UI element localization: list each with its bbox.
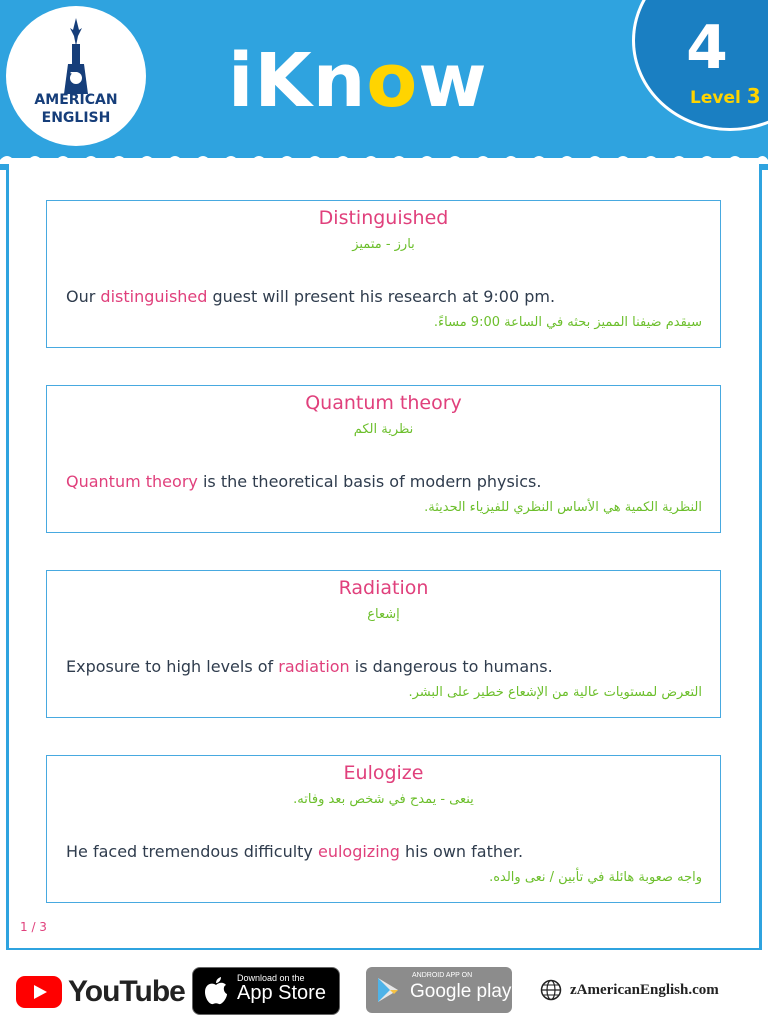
lightbulb-icon: o xyxy=(366,38,419,124)
sentence-highlight: Quantum theory xyxy=(66,472,198,491)
app-store-button[interactable] xyxy=(192,967,340,1015)
brand-title xyxy=(228,36,488,126)
youtube-label: YouTube xyxy=(68,975,185,1008)
statue-of-liberty-icon xyxy=(46,16,106,96)
level-label xyxy=(690,84,761,108)
website-label: zAmericanEnglish.com xyxy=(570,981,719,998)
example-sentence xyxy=(66,842,523,861)
sentence-highlight: radiation xyxy=(278,657,350,676)
example-sentence-arabic: سيقدم ضيفنا المميز بحثه في الساعة 9:00 مساءً. xyxy=(433,315,702,330)
vocab-card xyxy=(46,385,721,533)
sentence-end: is dangerous to humans. xyxy=(349,657,553,676)
sentence-end: is the theoretical basis of modern physics. xyxy=(197,472,542,491)
google-play-icon xyxy=(376,976,402,1004)
app-store-small-text: Download on the xyxy=(237,973,305,983)
vocab-word: Quantum theory xyxy=(305,392,462,414)
vocab-word: Distinguished xyxy=(318,207,449,229)
vocab-translation: إشعاع xyxy=(367,607,400,622)
sentence-highlight: eulogizing xyxy=(317,842,400,861)
apple-icon xyxy=(203,977,229,1005)
sentence-start: Our xyxy=(66,287,101,306)
example-sentence xyxy=(66,657,553,676)
level-sub-number: 3 xyxy=(746,84,761,108)
logo-text-line1: AMERICAN xyxy=(34,92,118,108)
vocab-translation: ينعى - يمدح في شخص بعد وفاته. xyxy=(293,792,474,807)
wave-divider xyxy=(0,150,768,164)
google-play-small-text: ANDROID APP ON xyxy=(412,972,473,979)
level-number: 4 xyxy=(686,13,728,83)
brand-title-end: w xyxy=(418,38,488,124)
vocab-word: Eulogize xyxy=(343,762,424,784)
level-label-text: Level xyxy=(690,88,741,108)
logo-text-line2: ENGLISH xyxy=(41,110,111,126)
youtube-link[interactable] xyxy=(16,975,185,1009)
example-sentence-arabic: واجه صعوبة هائلة في تأبين / نعى والده. xyxy=(489,870,702,885)
google-play-label: Google play xyxy=(410,981,512,1002)
vocab-card xyxy=(46,570,721,718)
vocab-card xyxy=(46,200,721,348)
example-sentence-arabic: النظرية الكمية هي الأساس النظري للفيزياء الحديثة. xyxy=(424,500,702,515)
google-play-button[interactable] xyxy=(366,967,512,1013)
logo-letter: Z xyxy=(70,70,78,83)
globe-icon xyxy=(540,979,562,1001)
sentence-end: his own father. xyxy=(399,842,524,861)
example-sentence xyxy=(66,472,541,491)
website-link[interactable] xyxy=(540,979,719,1001)
sentence-start: Exposure to high levels of xyxy=(66,657,279,676)
youtube-icon xyxy=(16,976,62,1008)
sentence-start: He faced tremendous difficulty xyxy=(66,842,318,861)
app-store-label: App Store xyxy=(237,982,326,1004)
vocab-word: Radiation xyxy=(338,577,429,599)
vocab-translation: نظرية الكم xyxy=(353,422,414,437)
sentence-highlight: distinguished xyxy=(100,287,208,306)
example-sentence xyxy=(66,287,555,306)
page-number: 1 / 3 xyxy=(20,920,47,934)
vocab-translation: بارز - متميز xyxy=(352,237,415,252)
brand-title-start: iKn xyxy=(228,38,367,124)
sentence-end: guest will present his research at 9:00 pm. xyxy=(207,287,556,306)
vocab-card xyxy=(46,755,721,903)
example-sentence-arabic: التعرض لمستويات عالية من الإشعاع خطير على البشر. xyxy=(408,685,702,700)
